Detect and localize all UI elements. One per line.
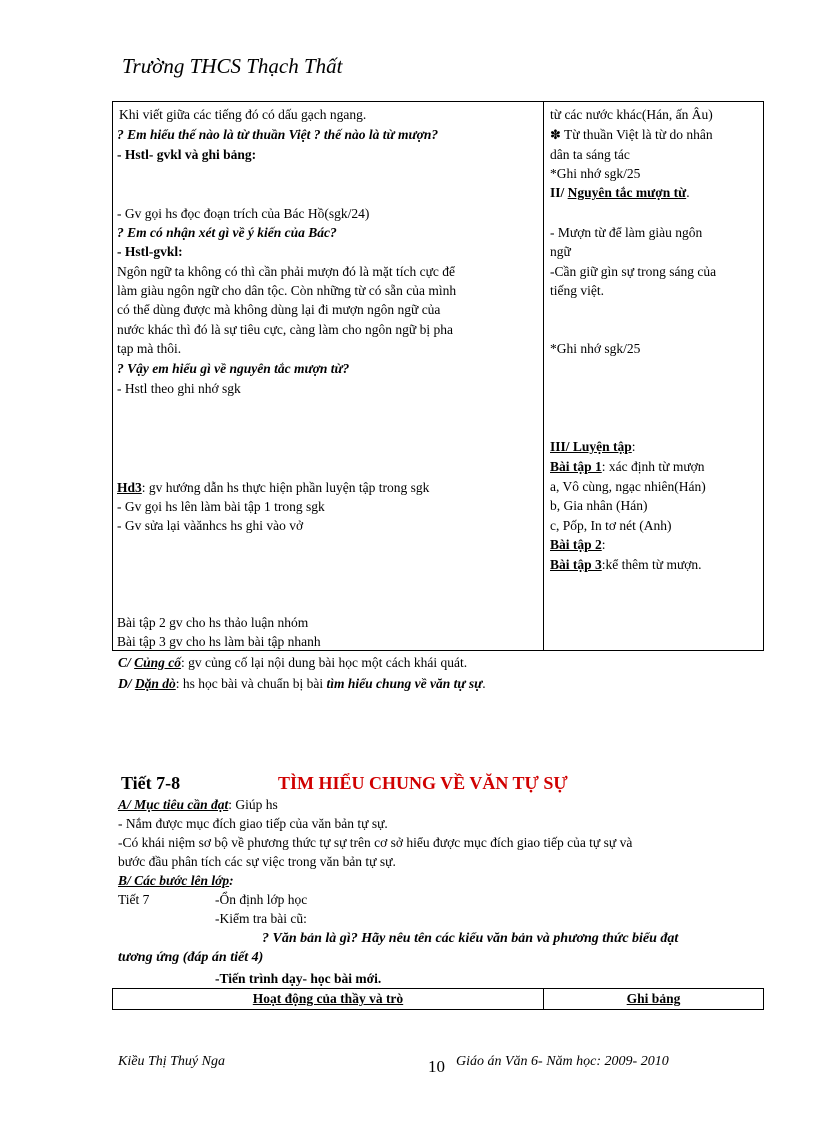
section-ii-heading: II/ Nguyên tắc mượn từ.	[550, 185, 690, 200]
left-line-1: Khi viết giữa các tiếng đó có dấu gạch ngang.	[119, 107, 367, 122]
step-stabilize: -Ổn định lớp học	[215, 892, 308, 907]
lesson-number: Tiết 7-8	[121, 773, 181, 793]
lesson-title: TÌM HIỂU CHUNG VỀ VĂN TỰ SỰ	[278, 773, 568, 793]
left-line-9: có thể dùng được mà không dùng lại đi mượn ngôn ngữ của	[117, 302, 441, 317]
teacher-student-column	[113, 102, 544, 651]
review-question: ? Văn bản là gì? Hãy nêu tên các kiểu văn bản và phương thức biểu đạt	[262, 931, 679, 946]
hd3-label: Hd3	[117, 480, 142, 495]
footer-course: Giáo án Văn 6- Năm học: 2009- 2010	[456, 1054, 669, 1069]
right-line-13: a, Vô cùng, ngạc nhiên(Hán)	[550, 479, 706, 494]
footer-author: Kiều Thị Thuý Nga	[118, 1054, 225, 1069]
steps-heading: B/ Các bước lên lớp:	[118, 873, 234, 888]
exercise-1-line: Bài tập 1: xác định từ mượn	[550, 459, 705, 474]
left-line-13: - Hstl theo ghi nhớ sgk	[117, 381, 241, 396]
hd3-text: : gv hướng dẫn hs thực hiện phần luyện tập trong sgk	[141, 480, 430, 495]
left-line-8: làm giàu ngôn ngữ cho dân tộc. Còn những từ có sẵn của mình	[117, 283, 457, 298]
col-activity-header: Hoạt động của thầy và trò	[113, 989, 544, 1010]
left-line-15: - Gv gọi hs lên làm bài tập 1 trong sgk	[117, 499, 325, 514]
exercise-3-line: Bài tập 3:kể thêm từ mượn.	[550, 557, 702, 572]
section-iii-heading: III/ Luyện tập:	[550, 439, 636, 454]
left-line-10: nước khác thì đó là sự tiêu cực, càng làm cho ngôn ngữ bị pha	[117, 322, 453, 337]
hd3-line	[117, 479, 429, 496]
left-line-4: - Gv gọi hs đọc đoạn trích của Bác Hồ(sgk/24)	[117, 206, 370, 221]
left-line-17: Bài tập 2 gv cho hs thảo luận nhóm	[117, 615, 309, 630]
right-line-7: ngữ	[550, 244, 571, 259]
review-question-cont: tương ứng (đáp án tiết 4)	[118, 950, 264, 965]
left-line-3: - Hstl- gvkl và ghi bảng:	[117, 147, 257, 162]
right-line-15: c, Pốp, In tơ nét (Anh)	[550, 518, 672, 533]
left-line-7: Ngôn ngữ ta không có thì cần phải mượn đó là mặt tích cực để	[117, 264, 456, 279]
school-header: Trường THCS Thạch Thất	[122, 54, 343, 78]
objective-3: bước đầu phân tích các sự việc trong văn bản tự sự.	[118, 854, 396, 869]
objective-2: -Có khái niệm sơ bộ về phương thức tự sự trên cơ sở hiểu được mục đích giao tiếp của tự sự và	[118, 835, 633, 850]
objectives-heading: A/ Mục tiêu cần đạt: Giúp hs	[118, 797, 278, 812]
right-line-1: từ các nước khác(Hán, ấn Âu)	[550, 107, 713, 122]
right-line-10: *Ghi nhớ sgk/25	[550, 341, 641, 356]
page-number: 10	[428, 1057, 445, 1076]
step-progress: -Tiến trình dạy- học bài mới.	[215, 971, 382, 986]
flower-bullet-icon: ✽	[550, 127, 561, 142]
right-line-9: tiếng việt.	[550, 283, 604, 298]
board-notes-column	[544, 102, 764, 651]
exercise-2-line: Bài tập 2:	[550, 537, 606, 552]
question-2: ? Em có nhận xét gì về ý kiến của Bác?	[117, 225, 337, 240]
col-board-header: Ghi bảng	[544, 989, 764, 1010]
right-line-6: - Mượn từ để làm giàu ngôn	[550, 225, 703, 240]
question-1: ? Em hiểu thế nào là từ thuần Việt ? thế nào là từ mượn?	[117, 127, 439, 142]
left-line-6: - Hstl-gvkl:	[117, 244, 183, 259]
step-check: -Kiểm tra bài cũ:	[215, 911, 307, 926]
homework-line: D/ Dặn dò: hs học bài và chuẩn bị bài tìm hiểu chung về văn tự sự.	[118, 676, 486, 691]
right-line-3: dân ta sáng tác	[550, 147, 630, 162]
right-line-4: *Ghi nhớ sgk/25	[550, 166, 641, 181]
right-line-14: b, Gia nhân (Hán)	[550, 498, 648, 513]
activity-table-header	[112, 988, 764, 1010]
tiet-7-label: Tiết 7	[118, 892, 150, 907]
lesson-table	[112, 101, 764, 651]
left-line-16: - Gv sửa lại vàănhcs hs ghi vào vở	[117, 518, 304, 533]
objective-1: - Nắm được mục đích giao tiếp của văn bản tự sự.	[118, 816, 388, 831]
question-3: ? Vậy em hiểu gì về nguyên tắc mượn từ?	[117, 361, 350, 376]
right-line-2: ✽ Từ thuần Việt là từ do nhân	[550, 127, 713, 142]
left-line-11: tạp mà thôi.	[117, 341, 182, 356]
right-line-8: -Cần giữ gìn sự trong sáng của	[550, 264, 717, 279]
left-line-18: Bài tập 3 gv cho hs làm bài tập nhanh	[117, 634, 321, 649]
consolidation-line: C/ Củng cố: gv củng cố lại nội dung bài học một cách khái quát.	[118, 655, 468, 670]
